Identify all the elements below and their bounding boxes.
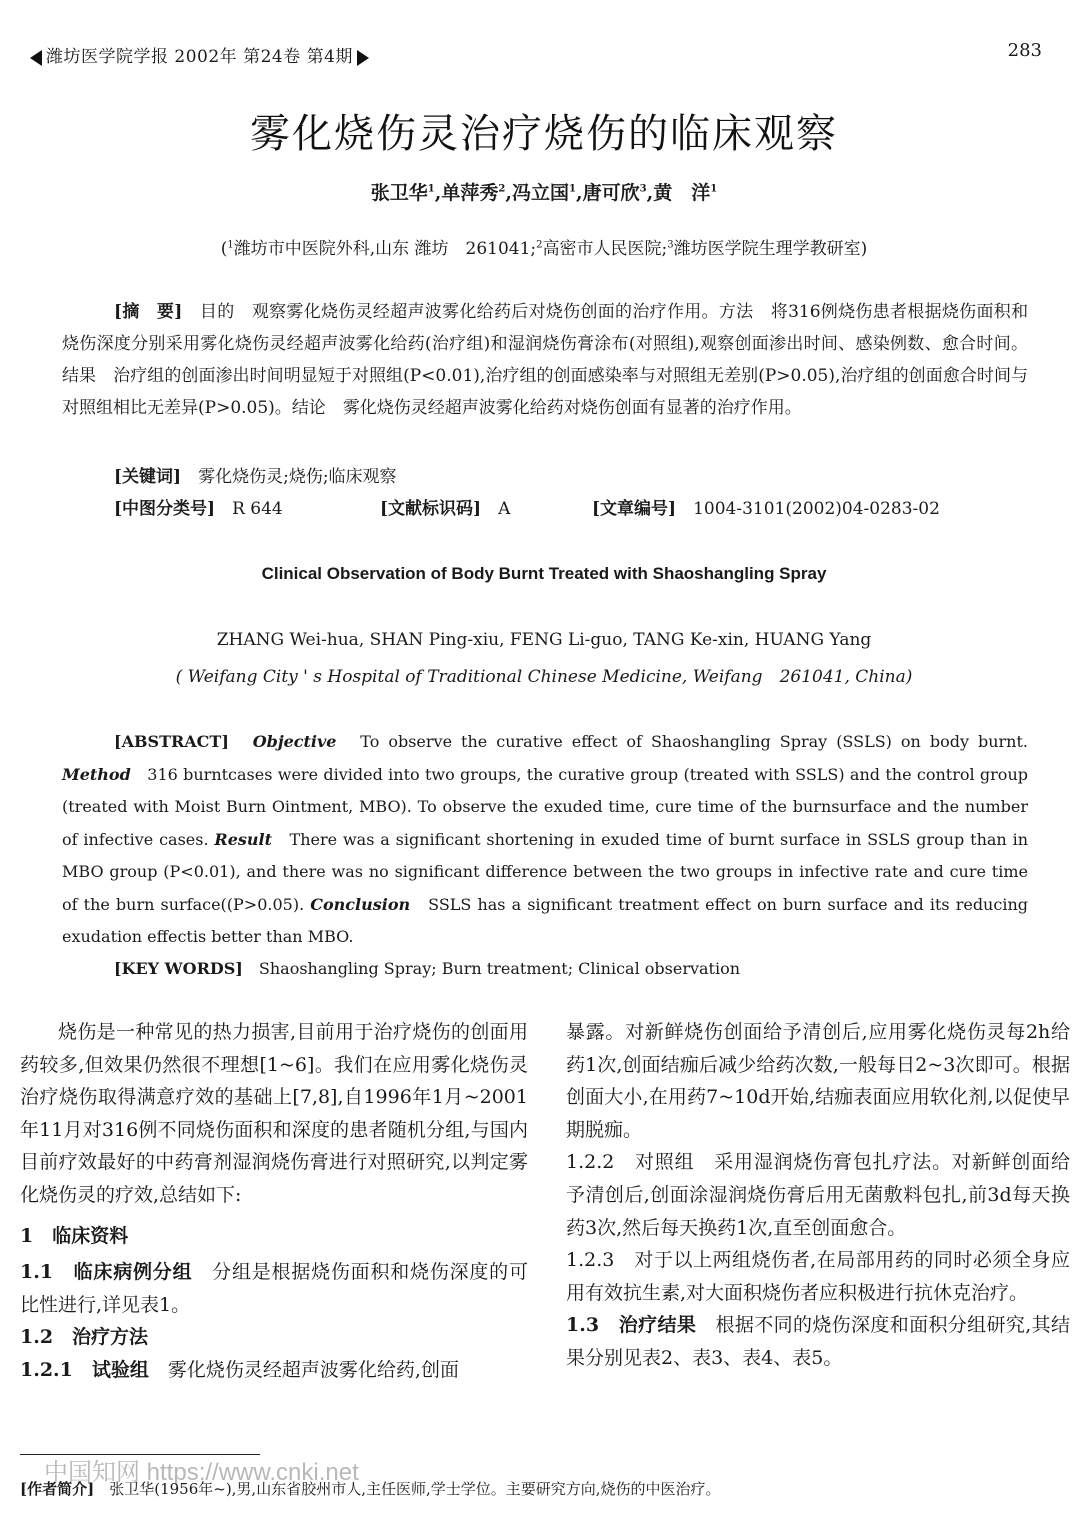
left-triangle-icon <box>30 50 42 66</box>
author: 冯立国 <box>512 182 570 204</box>
right-triangle-icon <box>357 50 369 66</box>
doc-code-field: [文献标识码] A <box>380 499 511 519</box>
paper-title: 雾化烧伤灵治疗烧伤的临床观察 <box>250 111 838 157</box>
paragraph: 暴露。对新鲜烧伤创面给予清创后,应用雾化烧伤灵每2h给药1次,创面结痂后减少给药次数,一般每日2~3次即可。根据创面大小,在用药7~10d开始,结痂表面应用软化剂,以促使早期脱痂。 <box>566 1021 1070 1141</box>
classification-row <box>114 494 1028 526</box>
abstract-en: [ABSTRACT] Objective To observe the curative effect of Shaoshangling Spray (SSLS) on body burnt. Method 316 burntcases were divided into two groups, the curative group (treated with SSLS) and the control group (treated with Moist Burn Ointment, MBO). To observe the exuded time, cure time of the burnsurface and the number of infective cases. Result There was a significant shortening in exuded time of burnt surface in SSLS group than in MBO group (P<0.01), and there was no significant difference between the two groups in infective rate and cure time of the burn surface((P>0.05). Conclusion SSLS has a significant treatment effect on burn surface and its reducing exudation effectis better than MBO. <box>62 732 1028 946</box>
affiliation-en: ( Weifang City ' s Hospital of Traditional Chinese Medicine, Weifang 261041, China) <box>175 667 913 687</box>
affiliation-cn: ($^1$潍坊市中医院外科,山东 潍坊 261041;$^2$高密市人民医院;$^3$潍坊医学院生理学教研室) <box>220 239 868 259</box>
subsection-paragraph: 1.1 临床病例分组 分组是根据烧伤面积和烧伤深度的可比性进行,详见表1。 <box>20 1261 528 1316</box>
author: 单萍秀 <box>441 182 499 204</box>
abstract-label: [摘 要] <box>114 302 183 322</box>
keywords-cn: [关键词] 雾化烧伤灵;烧伤;临床观察 <box>114 467 397 487</box>
subsection-paragraph: 1.2.1 试验组 雾化烧伤灵经超声波雾化给药,创面 <box>20 1358 459 1381</box>
subsection-heading: 1.2 治疗方法 <box>20 1326 149 1349</box>
article-number-field: [文章编号] 1004-3101(2002)04-0283-02 <box>592 499 940 519</box>
keywords-en: [KEY WORDS] Shaoshangling Spray; Burn treatment; Clinical observation <box>114 959 741 978</box>
subsection-paragraph: 1.2.3 对于以上两组烧伤者,在局部用药的同时必须全身应用有效抗生素,对大面积烧伤者应积极进行抗休克治疗。 <box>566 1249 1070 1304</box>
body-column-left <box>20 1016 528 1387</box>
keywords-label: [关键词] <box>114 467 182 487</box>
cnki-watermark: 中国知网 https://www.cnki.net <box>44 1459 359 1486</box>
subsection-paragraph: 1.2.2 对照组 采用湿润烧伤膏包扎疗法。对新鲜创面给予清创后,创面涂湿润烧伤膏后用无菌敷料包扎,前3d每天换药3次,然后每天换药1次,直至创面愈合。 <box>566 1151 1070 1239</box>
author: 黄 洋 <box>653 182 711 204</box>
section-heading: 1 临床资料 <box>20 1224 129 1247</box>
subsection-paragraph: 1.3 治疗结果 根据不同的烧伤深度和面积分组研究,其结果分别见表2、表3、表4、表5。 <box>566 1314 1070 1369</box>
intro-paragraph: 烧伤是一种常见的热力损害,目前用于治疗烧伤的创面用药较多,但效果仍然很不理想[1~6]。我们在应用雾化烧伤灵治疗烧伤取得满意疗效的基础上[7,8],自1996年1月~2001年11月对316例不同烧伤面积和深度的患者随机分组,与国内目前疗效最好的中药膏剂湿润烧伤膏进行对照研究,以判定雾化烧伤灵的疗效,总结如下: <box>20 1021 528 1206</box>
authors-cn: 张卫华$^1$,单萍秀$^2$,冯立国$^1$,唐可欣$^3$,黄 洋$^1$ <box>370 182 718 204</box>
authors-en: ZHANG Wei-hua, SHAN Ping-xiu, FENG Li-guo, TANG Ke-xin, HUANG Yang <box>216 630 872 650</box>
author-footnote: [作者简介] 张卫华(1956年~),男,山东省胶州市人,主任医师,学士学位。主要研究方向,烧伤的中医治疗。 <box>20 1480 721 1498</box>
paper-title-en: Clinical Observation of Body Burnt Treated with Shaoshangling Spray <box>261 564 827 583</box>
author: 唐可欣 <box>582 182 640 204</box>
abstract-cn: [摘 要] 目的 观察雾化烧伤灵经超声波雾化给药后对烧伤创面的治疗作用。方法 将316例烧伤患者根据烧伤面积和烧伤深度分别采用雾化烧伤灵经超声波雾化给药(治疗组)和湿润烧伤膏涂布(对照组),观察创面渗出时间、感染例数、愈合时间。结果 治疗组的创面渗出时间明显短于对照组(P<0.01),治疗组的创面感染率与对照组无差别(P>0.05),治疗组的创面愈合时间与对照组相比无差异(P>0.05)。结论 雾化烧伤灵经超声波雾化给药对烧伤创面有显著的治疗作用。 <box>62 302 1029 418</box>
page-number: 283 <box>1007 40 1042 61</box>
clc-field: [中图分类号] R 644 <box>114 499 283 519</box>
keywords-en-label: [KEY WORDS] <box>114 959 243 978</box>
journal-info: 潍坊医学院学报 2002年 第24卷 第4期 <box>46 47 353 67</box>
author: 张卫华 <box>370 182 428 204</box>
running-header <box>30 42 369 67</box>
abstract-en-label: [ABSTRACT] <box>114 732 229 751</box>
body-column-right <box>566 1016 1070 1375</box>
